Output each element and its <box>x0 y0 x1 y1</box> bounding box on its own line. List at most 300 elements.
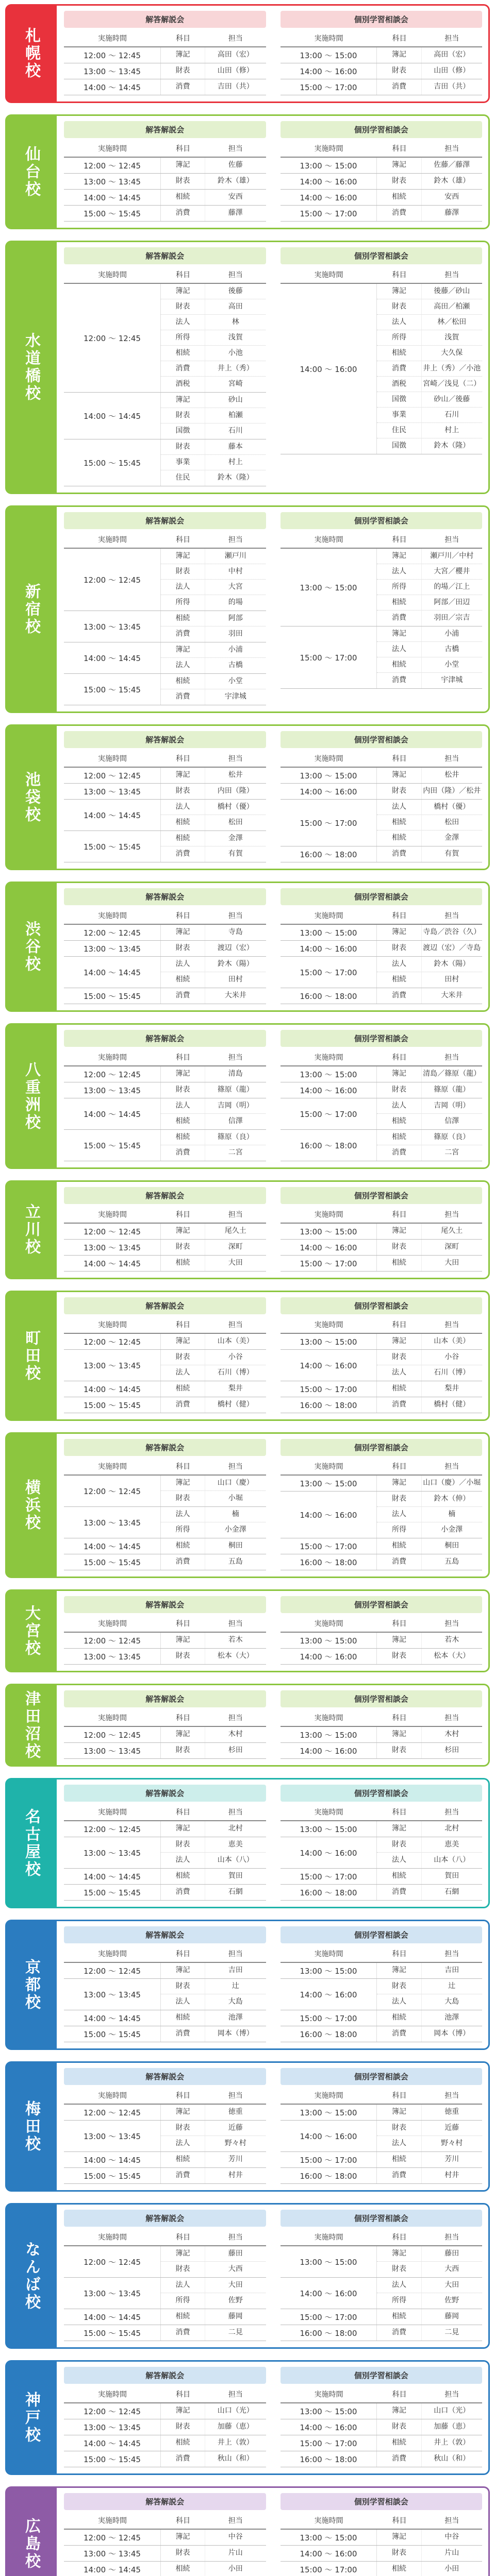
subject-cell: 財表 <box>377 1082 421 1098</box>
table-row <box>377 1853 482 1868</box>
time-slot <box>64 1743 266 1759</box>
time-slot <box>64 1649 266 1665</box>
staff-cell: 桐田 <box>444 1541 459 1550</box>
time-slot <box>64 1633 266 1649</box>
time-slot <box>64 1963 266 1979</box>
school-block <box>5 1180 490 1279</box>
time-slot <box>64 2325 266 2341</box>
column-headers <box>64 1206 266 1224</box>
slot-rows <box>161 1649 266 1664</box>
slot-rows <box>161 1554 266 1570</box>
slot-time: 12:00 ～ 12:45 <box>64 549 161 611</box>
school-block <box>5 724 490 870</box>
slot-time: 15:00 ～ 17:00 <box>280 1098 377 1129</box>
subject-cell: 消費 <box>377 673 421 688</box>
slot-rows <box>161 1885 266 1900</box>
slot-time: 13:00 ～ 13:45 <box>64 2121 161 2151</box>
table-row <box>161 925 266 940</box>
table-row <box>377 1994 482 2010</box>
slot-time: 13:00 ～ 15:00 <box>280 2403 377 2419</box>
slot-rows <box>377 1397 482 1413</box>
slot-time: 15:00 ～ 15:45 <box>64 831 161 862</box>
subject-cell: 財表 <box>377 1350 421 1365</box>
slot-time: 15:00 ～ 15:45 <box>64 206 161 221</box>
slot-rows <box>377 768 482 783</box>
table-row <box>161 423 266 439</box>
slot-rows <box>377 1538 482 1554</box>
slot-rows <box>161 611 266 642</box>
kobetsu-panel <box>280 1926 483 2042</box>
staff-cell: 金澤 <box>228 834 243 842</box>
subject-cell: 相続 <box>377 831 421 846</box>
slot-rows <box>377 1492 482 1538</box>
slot-rows <box>161 2546 266 2561</box>
panel-title: 解答解説会 <box>64 1187 266 1204</box>
subject-cell: 消費 <box>377 2325 421 2341</box>
staff-cell: 尾久土 <box>224 1227 246 1235</box>
slot-time: 15:00 ～ 17:00 <box>280 800 377 846</box>
slot-rows <box>161 674 266 705</box>
column-headers <box>64 1945 266 1963</box>
table-row <box>161 455 266 470</box>
slot-time: 12:00 ～ 12:45 <box>64 158 161 173</box>
table-row <box>161 972 266 988</box>
table-row <box>377 174 482 189</box>
staff-cell: 野々村 <box>224 2139 246 2148</box>
header-time: 実施時間 <box>97 2092 127 2100</box>
header-staff: 担当 <box>228 271 243 279</box>
staff-cell: 池澤 <box>444 2013 459 2022</box>
school-schedule <box>57 882 490 1012</box>
slot-rows <box>377 1554 482 1570</box>
subject-cell: 相続 <box>377 815 421 830</box>
subject-cell: 所得 <box>161 595 205 611</box>
slot-rows <box>377 190 482 205</box>
slot-rows <box>161 1098 266 1129</box>
header-subject: 科目 <box>175 1950 190 1958</box>
school-block <box>5 1684 490 1767</box>
slot-time: 14:00 ～ 14:45 <box>64 2010 161 2026</box>
school-block <box>5 1023 490 1169</box>
subject-cell: 法人 <box>377 564 421 579</box>
slot-time: 13:00 ～ 15:00 <box>280 1821 377 1837</box>
staff-cell: 小金澤 <box>441 1526 463 1534</box>
subject-cell: 簿記 <box>377 1633 421 1648</box>
staff-cell: 楠 <box>448 1510 456 1518</box>
header-time: 実施時間 <box>314 755 343 763</box>
slot-time: 14:00 ～ 14:45 <box>64 393 161 439</box>
subject-cell: 簿記 <box>377 1821 421 1837</box>
header-time: 実施時間 <box>97 2233 127 2242</box>
table-row <box>161 564 266 580</box>
staff-cell: 浅賀 <box>444 333 459 342</box>
slot-rows <box>377 1869 482 1884</box>
slot-time: 14:00 ～ 16:00 <box>280 63 377 79</box>
kaito-panel <box>64 1297 266 1413</box>
subject-cell: 所得 <box>161 1522 205 1538</box>
header-staff: 担当 <box>228 2517 243 2525</box>
subject-cell: 消費 <box>161 1145 205 1161</box>
table-row <box>377 47 482 63</box>
slot-rows <box>161 941 266 956</box>
table-row <box>161 2325 266 2341</box>
slot-time: 14:00 ～ 14:45 <box>64 79 161 95</box>
time-slot <box>280 846 483 862</box>
header-time: 実施時間 <box>97 1714 127 1722</box>
time-slot <box>280 988 483 1004</box>
kobetsu-panel <box>280 2493 483 2576</box>
school-name: 梅田校 <box>5 2061 57 2192</box>
slot-rows <box>161 957 266 988</box>
slot-rows <box>161 2105 266 2120</box>
column-headers <box>280 2386 483 2403</box>
subject-cell: 法人 <box>377 800 421 815</box>
header-subject: 科目 <box>392 1211 407 1219</box>
header-subject: 科目 <box>392 1463 407 1471</box>
school-name: 新宿校 <box>5 505 57 713</box>
staff-cell: 石網 <box>444 1888 459 1896</box>
staff-cell: 石川（博） <box>434 1368 470 1377</box>
staff-cell: 小谷 <box>444 1352 459 1361</box>
time-slot <box>280 1350 483 1381</box>
subject-cell: 法人 <box>161 2136 205 2151</box>
slot-rows <box>377 2325 482 2341</box>
table-row <box>161 1130 266 1145</box>
subject-cell: 国徴 <box>161 423 205 439</box>
staff-cell: 五島 <box>444 1557 459 1566</box>
slot-rows <box>161 988 266 1004</box>
staff-cell: 金澤 <box>444 834 459 842</box>
kobetsu-panel <box>280 1030 483 1161</box>
time-slot <box>280 768 483 784</box>
panel-title: 解答解説会 <box>64 247 266 264</box>
slot-time: 13:00 ～ 15:00 <box>280 1066 377 1082</box>
time-slot <box>64 2168 266 2184</box>
panel-title: 解答解説会 <box>64 2367 266 2384</box>
table-row <box>161 1114 266 1129</box>
slot-rows <box>161 2419 266 2435</box>
subject-cell: 簿記 <box>161 925 205 940</box>
header-staff: 担当 <box>444 2517 459 2525</box>
subject-cell: 相続 <box>161 2435 205 2451</box>
slot-time: 15:00 ～ 15:45 <box>64 2026 161 2042</box>
slot-rows <box>377 1066 482 1082</box>
slot-time: 15:00 ～ 17:00 <box>280 2309 377 2325</box>
slot-time: 13:00 ～ 13:45 <box>64 174 161 189</box>
slot-time: 15:00 ～ 17:00 <box>280 2010 377 2026</box>
table-row <box>377 2152 482 2167</box>
column-headers <box>280 1804 483 1821</box>
header-subject: 科目 <box>175 2092 190 2100</box>
header-subject: 科目 <box>175 912 190 920</box>
table-row <box>377 346 482 361</box>
staff-cell: 二見 <box>228 2328 243 2337</box>
slot-time: 14:00 ～ 16:00 <box>280 284 377 454</box>
subject-cell: 財表 <box>377 2121 421 2136</box>
time-slot <box>64 2010 266 2026</box>
subject-cell: 相続 <box>161 1114 205 1129</box>
column-headers <box>64 2087 266 2105</box>
subject-cell: 相続 <box>161 1538 205 1554</box>
subject-cell: 法人 <box>161 1098 205 1113</box>
slot-rows <box>377 1743 482 1758</box>
time-slot <box>280 626 483 689</box>
time-slot <box>64 1538 266 1554</box>
table-row <box>377 941 482 956</box>
time-slot <box>280 957 483 988</box>
table-row <box>377 2136 482 2151</box>
school-block <box>5 882 490 1012</box>
kaito-panel <box>64 1596 266 1665</box>
slot-rows <box>377 1240 482 1255</box>
subject-cell: 相続 <box>161 1130 205 1145</box>
table-row <box>161 1522 266 1538</box>
subject-cell: 法人 <box>161 1853 205 1868</box>
staff-cell: 中谷 <box>228 2533 243 2541</box>
header-subject: 科目 <box>392 1950 407 1958</box>
panel-title: 解答解説会 <box>64 1439 266 1456</box>
time-slot <box>64 1066 266 1082</box>
school-name: 水道橋校 <box>5 241 57 494</box>
time-slot <box>64 1837 266 1869</box>
kaito-panel <box>64 121 266 222</box>
table-row <box>161 2309 266 2325</box>
slot-time: 13:00 ～ 15:00 <box>280 768 377 783</box>
staff-cell: 芳川 <box>228 2155 243 2164</box>
header-subject: 科目 <box>392 912 407 920</box>
subject-cell: 消費 <box>377 1885 421 1900</box>
header-time: 実施時間 <box>97 1054 127 1062</box>
staff-cell: 篠原（良） <box>434 1132 470 1141</box>
column-headers <box>280 140 483 158</box>
table-row <box>377 846 482 862</box>
staff-cell: 松井 <box>228 771 243 779</box>
slot-time: 12:00 ～ 12:45 <box>64 925 161 940</box>
slot-rows <box>161 1240 266 1255</box>
time-slot <box>64 174 266 190</box>
panel-title: 個別学習相談会 <box>280 888 483 905</box>
slot-time: 12:00 ～ 12:45 <box>64 47 161 63</box>
table-row <box>161 2010 266 2026</box>
slot-rows <box>377 79 482 95</box>
slot-rows <box>161 768 266 783</box>
panel-title: 個別学習相談会 <box>280 11 483 28</box>
time-slot <box>280 1397 483 1413</box>
header-subject: 科目 <box>175 1321 190 1329</box>
table-row <box>377 1350 482 1365</box>
column-headers <box>64 30 266 47</box>
slot-rows <box>377 206 482 221</box>
subject-cell: 相続 <box>377 657 421 672</box>
slot-rows <box>161 63 266 79</box>
school-schedule <box>57 241 490 494</box>
slot-rows <box>161 1476 266 1506</box>
subject-cell: 法人 <box>161 1507 205 1522</box>
table-row <box>161 2168 266 2183</box>
time-slot <box>280 2246 483 2278</box>
slot-time: 15:00 ～ 17:00 <box>280 1538 377 1554</box>
table-row <box>161 2262 266 2277</box>
header-staff: 担当 <box>444 2391 459 2399</box>
slot-time: 15:00 ～ 15:45 <box>64 1885 161 1900</box>
header-time: 実施時間 <box>97 2391 127 2399</box>
staff-cell: 鈴木（陽） <box>217 959 254 968</box>
table-row <box>161 2278 266 2293</box>
time-slot <box>64 642 266 674</box>
header-staff: 担当 <box>444 755 459 763</box>
time-slot <box>280 1130 483 1161</box>
staff-cell: 松田 <box>228 818 243 827</box>
slot-rows <box>161 1869 266 1884</box>
slot-rows <box>161 284 266 392</box>
header-time: 実施時間 <box>97 1808 127 1817</box>
time-slot <box>280 1381 483 1397</box>
slot-time: 15:00 ～ 15:45 <box>64 2451 161 2467</box>
subject-cell: 消費 <box>161 206 205 221</box>
slot-time: 14:00 ～ 14:45 <box>64 642 161 673</box>
subject-cell: 財表 <box>161 2121 205 2136</box>
staff-cell: 杉田 <box>444 1746 459 1755</box>
subject-cell: 簿記 <box>377 2403 421 2419</box>
slot-time: 16:00 ～ 18:00 <box>280 1554 377 1570</box>
table-row <box>161 1885 266 1900</box>
subject-cell: 法人 <box>377 1507 421 1522</box>
slot-time: 15:00 ～ 17:00 <box>280 1381 377 1397</box>
table-row <box>161 1082 266 1098</box>
slot-time: 15:00 ～ 17:00 <box>280 206 377 221</box>
subject-cell: 簿記 <box>377 284 421 299</box>
slot-time: 13:00 ～ 15:00 <box>280 1633 377 1648</box>
time-slot <box>280 2435 483 2451</box>
panel-title: 個別学習相談会 <box>280 512 483 529</box>
staff-cell: 鈴木（隆） <box>217 473 254 482</box>
subject-cell: 法人 <box>161 957 205 972</box>
column-headers <box>64 1709 266 1727</box>
kobetsu-panel <box>280 2367 483 2467</box>
kobetsu-panel <box>280 2068 483 2184</box>
table-row <box>377 206 482 221</box>
panel-title: 解答解説会 <box>64 1926 266 1943</box>
time-slot <box>64 1240 266 1256</box>
subject-cell: 国徴 <box>377 392 421 407</box>
header-time: 実施時間 <box>97 1321 127 1329</box>
table-row <box>161 1554 266 1570</box>
time-slot <box>280 800 483 846</box>
table-row <box>377 1114 482 1129</box>
header-subject: 科目 <box>175 35 190 43</box>
slot-time: 15:00 ～ 15:45 <box>64 674 161 705</box>
subject-cell: 消費 <box>377 988 421 1004</box>
slot-rows <box>161 1538 266 1554</box>
staff-cell: 藤澤 <box>444 209 459 217</box>
panel-title: 解答解説会 <box>64 1030 266 1047</box>
subject-cell: 簿記 <box>161 1633 205 1648</box>
slot-time: 14:00 ～ 14:45 <box>64 1256 161 1271</box>
time-slot <box>64 1350 266 1381</box>
staff-cell: 柏瀬 <box>228 411 243 419</box>
slot-time: 15:00 ～ 17:00 <box>280 79 377 95</box>
table-row <box>377 626 482 642</box>
staff-cell: 大米井 <box>224 991 246 1000</box>
slot-rows <box>377 1334 482 1349</box>
slot-time: 13:00 ～ 15:00 <box>280 2105 377 2120</box>
panel-title: 解答解説会 <box>64 2210 266 2227</box>
kaito-panel <box>64 11 266 95</box>
subject-cell: 財表 <box>161 564 205 579</box>
slot-time: 12:00 ～ 12:45 <box>64 2105 161 2120</box>
staff-cell: 信澤 <box>444 1117 459 1126</box>
table-row <box>377 2010 482 2026</box>
time-slot <box>64 2121 266 2152</box>
subject-cell: 簿記 <box>161 158 205 173</box>
table-row <box>377 642 482 657</box>
time-slot <box>64 2246 266 2278</box>
table-row <box>161 1381 266 1397</box>
table-row <box>161 846 266 862</box>
subject-cell: 財表 <box>377 63 421 79</box>
table-row <box>161 190 266 205</box>
header-staff: 担当 <box>444 35 459 43</box>
slot-rows <box>161 800 266 831</box>
slot-time: 14:00 ～ 16:00 <box>280 1743 377 1758</box>
staff-cell: 近藤 <box>444 2123 459 2132</box>
table-row <box>161 1649 266 1664</box>
table-row <box>161 174 266 189</box>
time-slot <box>280 1476 483 1492</box>
slot-time: 12:00 ～ 12:45 <box>64 1821 161 1837</box>
time-slot <box>64 674 266 705</box>
school-block <box>5 2203 490 2349</box>
table-row <box>161 2121 266 2136</box>
time-slot <box>64 439 266 486</box>
time-slot <box>280 1869 483 1885</box>
panel-title: 解答解説会 <box>64 1297 266 1314</box>
time-slot <box>64 611 266 642</box>
subject-cell: 財表 <box>161 1082 205 1098</box>
time-slot <box>64 206 266 222</box>
kobetsu-panel <box>280 888 483 1004</box>
slot-rows <box>377 63 482 79</box>
header-staff: 担当 <box>228 1950 243 1958</box>
staff-cell: 林 <box>232 317 239 326</box>
staff-cell: 吉田 <box>444 1966 459 1975</box>
time-slot <box>64 158 266 174</box>
column-headers <box>280 750 483 768</box>
slot-rows <box>377 1130 482 1161</box>
table-row <box>161 1145 266 1161</box>
staff-cell: 古橋 <box>228 661 243 670</box>
subject-cell: 相続 <box>377 1130 421 1145</box>
time-slot <box>64 2105 266 2121</box>
time-slot <box>64 2562 266 2576</box>
slot-rows <box>161 1963 266 1978</box>
header-staff: 担当 <box>228 2233 243 2242</box>
subject-cell: 所得 <box>377 330 421 345</box>
table-row <box>161 1727 266 1742</box>
staff-cell: 的場／江上 <box>434 582 470 591</box>
time-slot <box>64 1334 266 1350</box>
slot-time: 13:00 ～ 13:45 <box>64 784 161 799</box>
table-row <box>377 1743 482 1758</box>
subject-cell: 相続 <box>377 1381 421 1397</box>
staff-cell: 中谷 <box>444 2533 459 2541</box>
table-row <box>161 470 266 486</box>
time-slot <box>280 2168 483 2184</box>
kaito-panel <box>64 1690 266 1759</box>
staff-cell: 山口（慶）／小堀 <box>423 1479 481 1487</box>
subject-cell: 法人 <box>377 1098 421 1113</box>
time-slot <box>280 174 483 190</box>
